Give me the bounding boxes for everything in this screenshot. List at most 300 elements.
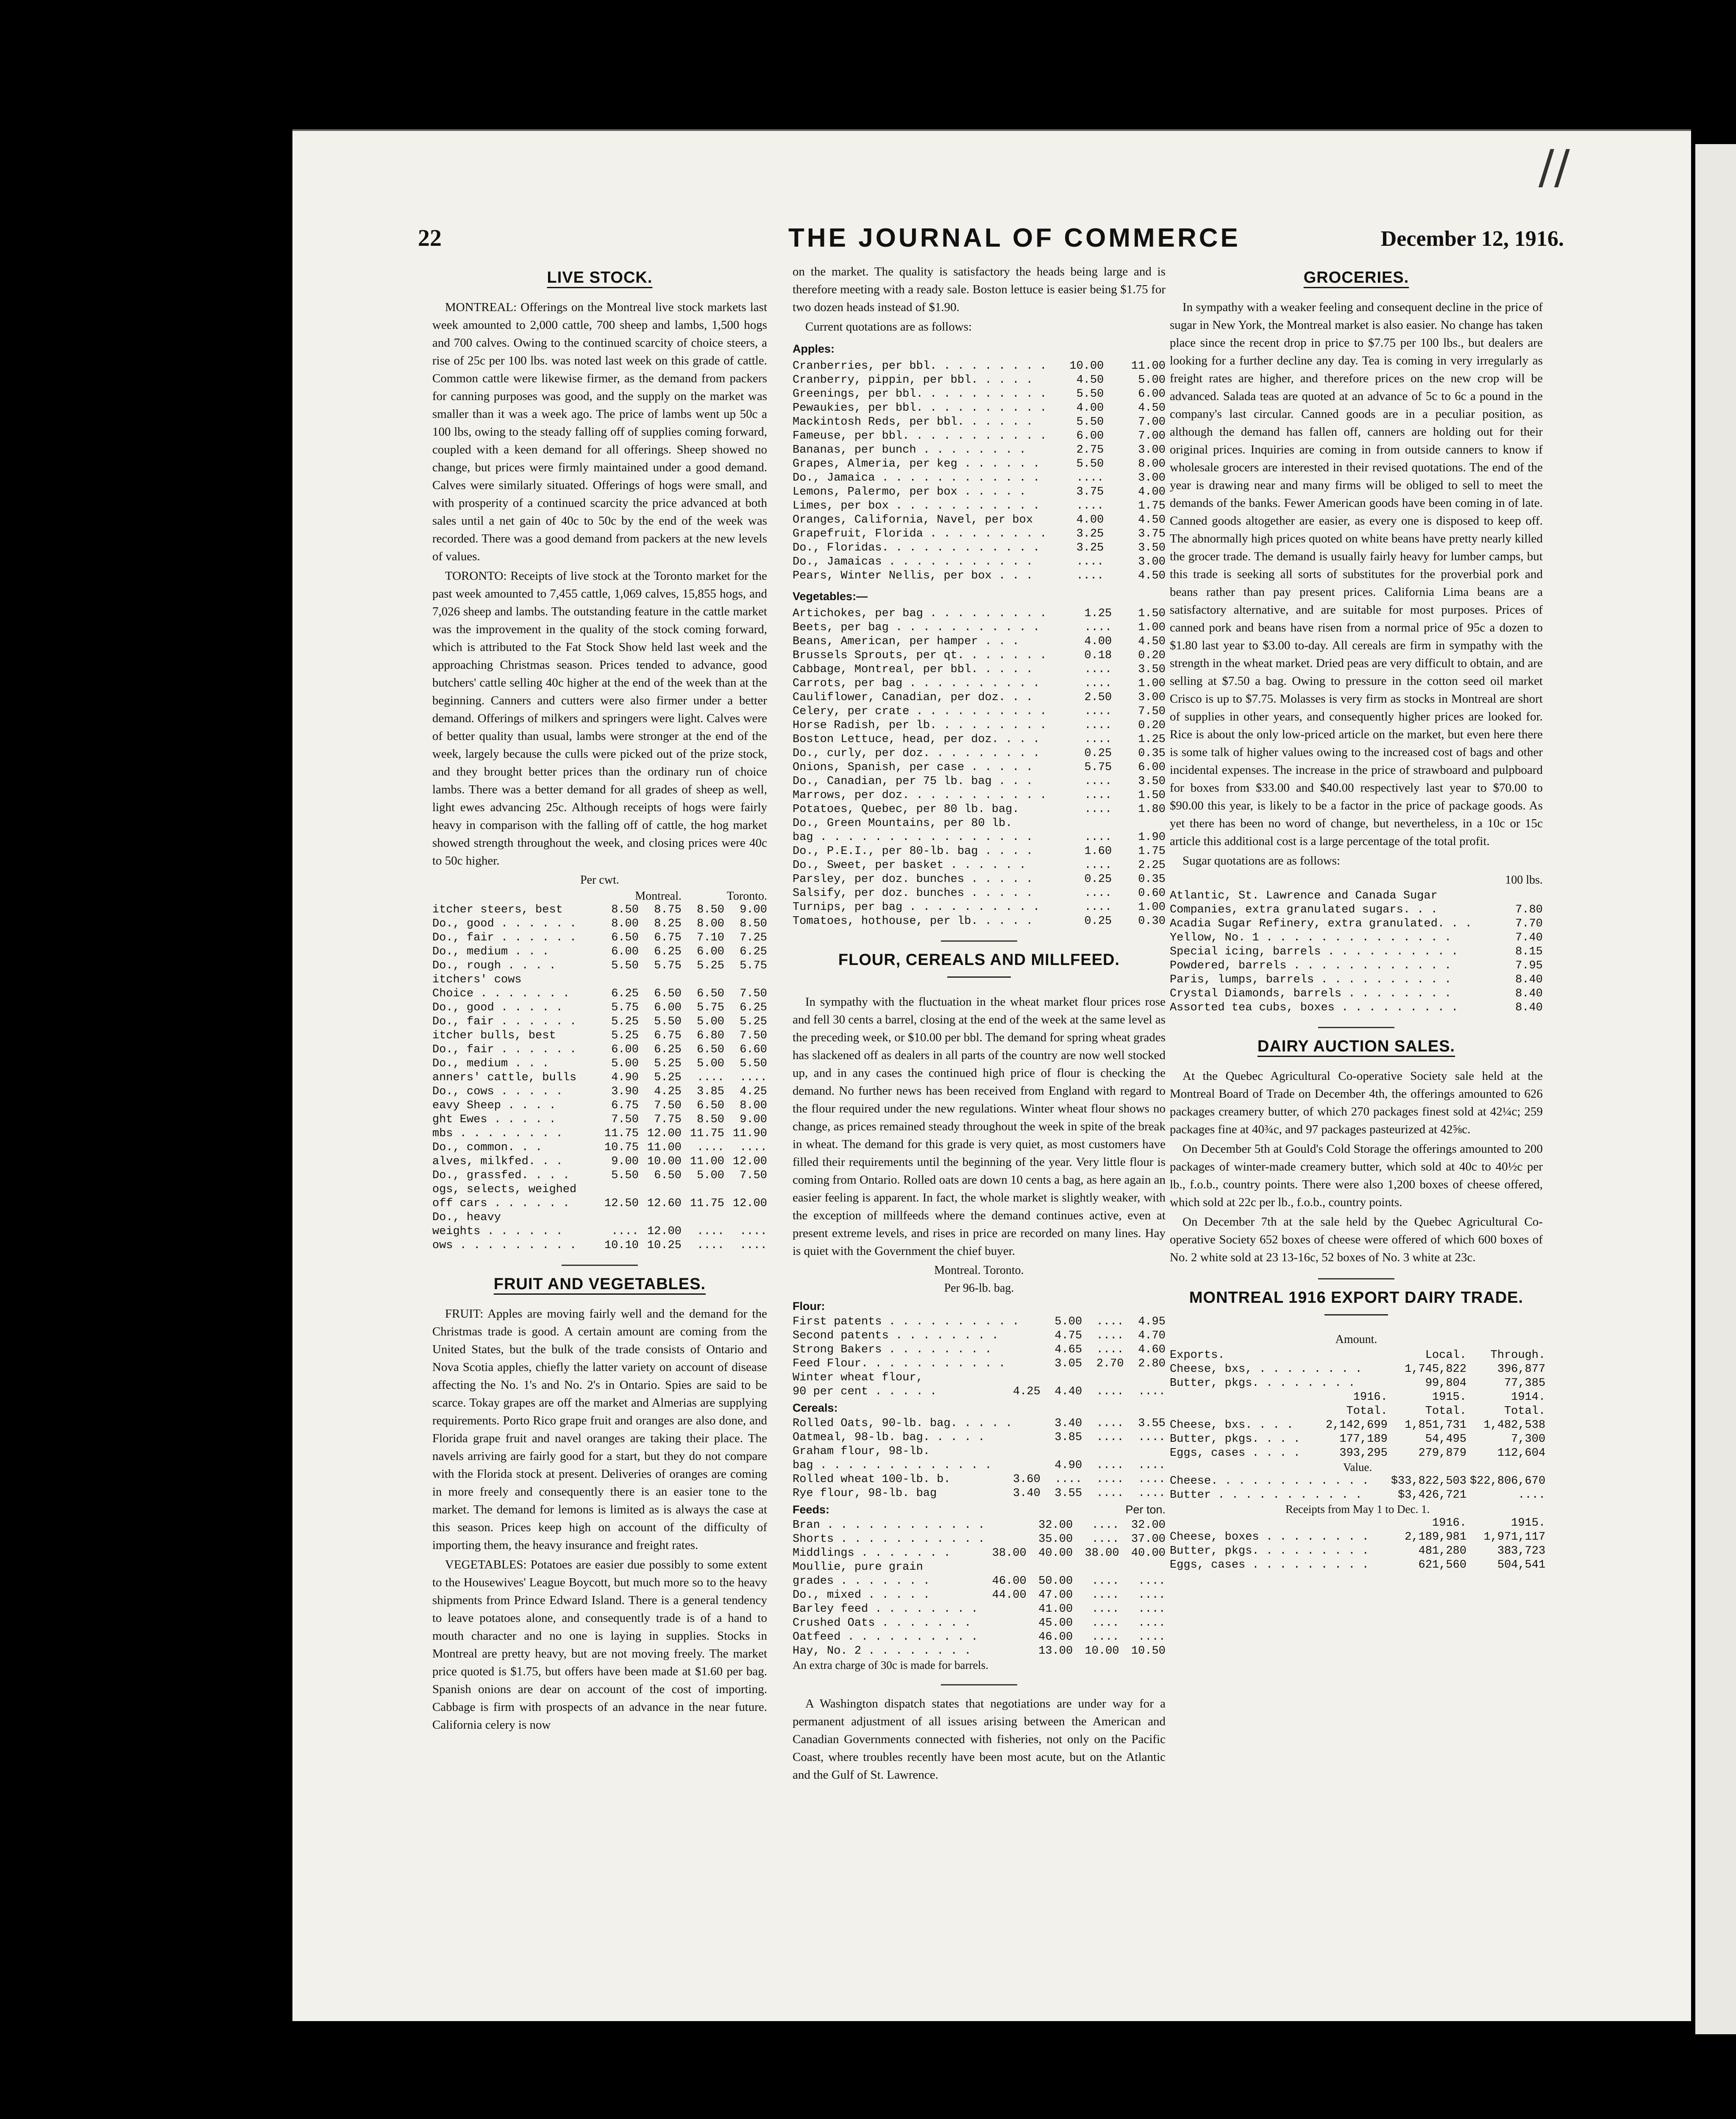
value-cell: 2,189,981 — [1405, 1531, 1467, 1543]
row-label: itcher steers, best — [432, 904, 563, 916]
row-label: Celery, per crate . . . . . . . . . . — [793, 705, 1047, 718]
price-cell: 3.50 — [1138, 542, 1166, 554]
row-label: Barley feed . . . . . . . . — [793, 1603, 978, 1616]
table-row — [793, 541, 1166, 555]
price-cell — [1082, 1445, 1124, 1459]
price-cell: 35.00 — [1038, 1533, 1073, 1546]
row-label: Bran . . . . . . . . . . . . — [793, 1519, 985, 1532]
price-cell: 6.00 — [611, 1043, 639, 1056]
price-cell: 0.20 — [1138, 649, 1166, 662]
table-row — [1170, 1558, 1545, 1572]
price-cell: .... — [1138, 1431, 1166, 1444]
row-label: Do., fair . . . . . . — [432, 932, 577, 944]
price-cell: 12.00 — [647, 1127, 682, 1140]
row-label: Strong Bakers . . . . . . . . — [793, 1343, 992, 1356]
price-cell: 7.50 — [740, 987, 767, 1000]
table-row — [1170, 987, 1543, 1001]
price-cell: 3.90 — [611, 1085, 639, 1098]
price-cell: 3.00 — [1138, 444, 1166, 456]
flour-title: FLOUR, CEREALS AND MILLFEED. — [793, 951, 1166, 978]
value-cell: Total. — [1504, 1405, 1546, 1418]
row-label: Do., heavy — [432, 1211, 501, 1224]
price-cell — [639, 1211, 682, 1225]
price-cell: .... — [1091, 1617, 1119, 1630]
row-label: Acadia Sugar Refinery, extra granulated. . . — [1170, 918, 1472, 930]
price-cell: .... — [1054, 1473, 1082, 1486]
quotations-intro: Current quotations are as follows: — [805, 320, 972, 334]
price-cell: .... — [1096, 1315, 1124, 1328]
price-cell: 4.50 — [1076, 374, 1104, 387]
value-cell: 383,723 — [1497, 1545, 1546, 1557]
table-row — [793, 705, 1166, 719]
price-cell: .... — [1084, 705, 1112, 718]
section-divider — [941, 1684, 1017, 1685]
row-label: Do., Sweet, per basket . . . . . . — [793, 859, 1026, 872]
price-cell: .... — [697, 1141, 724, 1154]
row-label: Beans, American, per hamper . . . — [793, 635, 1019, 648]
price-cell: 50.00 — [1038, 1575, 1073, 1588]
price-cell — [999, 1371, 1040, 1385]
price-cell: 8.25 — [654, 918, 682, 930]
price-cell: 4.90 — [1054, 1459, 1082, 1472]
price-cell: 6.50 — [697, 1043, 724, 1056]
price-cell — [980, 1644, 1026, 1658]
row-label: Pears, Winter Nellis, per box . . . — [793, 570, 1033, 582]
value-cell: .... — [1518, 1489, 1546, 1502]
value-cell: 1916. — [1432, 1517, 1467, 1529]
price-cell: .... — [1084, 663, 1112, 676]
table-row — [793, 901, 1166, 915]
table-row — [432, 1057, 767, 1071]
table-row — [432, 1071, 767, 1085]
price-cell: 40.00 — [1038, 1547, 1073, 1560]
price-cell: 11.00 — [690, 1155, 724, 1168]
price-cell: 1.50 — [1138, 607, 1166, 620]
price-cell: 3.85 — [697, 1085, 724, 1098]
row-label: Parsley, per doz. bunches . . . . . — [793, 873, 1033, 886]
price-cell: 6.25 — [611, 987, 639, 1000]
price-cell: 6.25 — [740, 945, 767, 958]
table-row — [793, 859, 1166, 873]
row-label: bag . . . . . . . . . . . . . — [793, 1459, 992, 1472]
table-row — [793, 513, 1166, 527]
price-cell: 5.50 — [1076, 388, 1104, 400]
price-cell — [1124, 1371, 1166, 1385]
row-label: Do., mixed . . . . . — [793, 1589, 930, 1602]
table-row — [1170, 1363, 1545, 1377]
row-label: Rolled wheat 100-lb. b. — [793, 1473, 951, 1486]
table-row — [793, 635, 1166, 649]
table-row — [793, 569, 1166, 583]
price-cell: .... — [1084, 859, 1112, 872]
table-row — [1170, 1001, 1543, 1015]
live-stock-toronto-text: TORONTO: Receipts of live stock at the Toronto market for the past week amounted to 7,455 cattle, 1,069 calves, 15,855 hogs, and 7,026 sheep and lambs. The outstanding feature in the cattle market was the improvement in the quality of the stock coming forward, which is attributed to the Fat Stock Show held last week and the approaching Christmas season. Prices tended to advance, good butchers' cattle selling 40c higher at the end of the week than at the beginning. Canners and cutters were also firmer under a better demand. Offerings of milkers and springers were light. Calves were of better quality than usual, lambs were stronger at the end of the week, largely because the culls were picked out of the prize stock, and they brought better prices than the ordinary run of choice lambs. There was a better demand for all grades of sheep as well, light ewes advancing 25c. Although receipts of hogs were fairly heavy in comparison with the falling off of cattle, the hog market showed strength throughout the week, and closing prices were 40c to 50c higher. — [432, 569, 767, 868]
row-label: alves, milkfed. . . — [432, 1155, 563, 1168]
row-label: Grapes, Almeria, per keg . . . . . . — [793, 458, 1040, 470]
table-row — [793, 471, 1166, 485]
table-row — [793, 915, 1166, 929]
section-divider — [1318, 1027, 1394, 1028]
table-row — [1170, 1390, 1545, 1404]
table-row — [793, 677, 1166, 691]
price-cell: 1.00 — [1138, 621, 1166, 634]
table-row — [432, 973, 767, 987]
row-label: Limes, per box . . . . . . . . . . . — [793, 500, 1040, 512]
row-label: Do., fair . . . . . . — [432, 1043, 577, 1056]
row-label: grades . . . . . . . — [793, 1575, 930, 1588]
price-cell — [724, 1183, 767, 1197]
price-cell: .... — [1084, 677, 1112, 690]
row-label: Graham flour, 98-lb. — [793, 1445, 930, 1458]
table-row — [432, 1113, 767, 1127]
row-label: Cranberries, per bbl. . . . . . . . . — [793, 360, 1047, 373]
price-cell: 8.50 — [697, 1113, 724, 1126]
issue-date: December 12, 1916. — [1380, 227, 1564, 251]
price-cell — [1082, 1371, 1124, 1385]
page-number: 22 — [418, 225, 442, 251]
price-cell: 6.00 — [1076, 430, 1104, 442]
table-row — [432, 1127, 767, 1141]
price-cell: 6.00 — [697, 945, 724, 958]
row-label: Choice . . . . . . . — [432, 987, 570, 1000]
price-cell — [980, 1630, 1026, 1644]
row-label: Rye flour, 98-lb. bag — [793, 1487, 937, 1500]
price-cell: .... — [1084, 775, 1112, 788]
value-cell: 279,879 — [1418, 1447, 1467, 1460]
price-cell: 4.95 — [1138, 1315, 1166, 1328]
page-header — [420, 225, 1564, 263]
value-cell: 112,604 — [1497, 1447, 1546, 1460]
price-cell: 2.80 — [1138, 1357, 1166, 1370]
row-label: Second patents . . . . . . . . — [793, 1329, 999, 1342]
table-row — [793, 649, 1166, 663]
price-cell: 10.10 — [604, 1239, 639, 1252]
price-cell: 8.00 — [740, 1099, 767, 1112]
table-row — [793, 1473, 1166, 1487]
price-cell — [724, 973, 767, 987]
section-divider — [1318, 1278, 1394, 1279]
price-cell — [1112, 817, 1166, 831]
row-label: Greenings, per bbl. . . . . . . . . . — [793, 388, 1047, 400]
price-cell: 4.50 — [1138, 514, 1166, 526]
fruit-veg-title: FRUIT AND VEGETABLES. — [493, 1275, 706, 1293]
table-row — [793, 803, 1166, 817]
price-cell: 2.25 — [1138, 859, 1166, 872]
price-cell: 3.60 — [1013, 1473, 1040, 1486]
price-cell: 1.25 — [1084, 607, 1112, 620]
price-cell: .... — [1138, 1459, 1166, 1472]
price-cell — [1124, 1445, 1166, 1459]
table-row — [793, 429, 1166, 443]
value-cell: 1,482,538 — [1483, 1419, 1546, 1432]
price-cell: .... — [1091, 1575, 1119, 1588]
price-cell: 1.25 — [1138, 733, 1166, 746]
price-cell: 8.50 — [697, 904, 724, 916]
table-row — [793, 1532, 1166, 1546]
price-cell: 11.00 — [647, 1141, 682, 1154]
row-label — [1170, 1404, 1322, 1418]
table-row — [1170, 1418, 1545, 1432]
price-cell: .... — [1084, 831, 1112, 844]
price-cell — [980, 1532, 1026, 1546]
price-cell: .... — [1138, 1473, 1166, 1486]
table-row — [793, 817, 1166, 831]
price-cell: .... — [1096, 1473, 1124, 1486]
price-cell: .... — [740, 1071, 767, 1084]
per-cwt-label: Per cwt. — [580, 873, 619, 887]
table-row — [1170, 931, 1543, 945]
table-row — [432, 959, 767, 973]
price-cell: 7.80 — [1515, 904, 1543, 916]
section-divider — [941, 940, 1017, 942]
price-cell: 44.00 — [992, 1589, 1027, 1602]
row-label: First patents . . . . . . . . . . — [793, 1315, 1019, 1328]
apples-table — [793, 359, 1166, 583]
adjacent-page-edge — [1695, 144, 1736, 2034]
table-row — [432, 903, 767, 917]
price-cell: 1.80 — [1138, 803, 1166, 816]
price-cell: 7.00 — [1138, 416, 1166, 428]
price-cell: 6.00 — [1138, 761, 1166, 774]
value-cell: Total. — [1425, 1405, 1467, 1418]
margin-scratch-mark: // — [1538, 140, 1570, 194]
table-row — [793, 845, 1166, 859]
price-cell: 7.75 — [654, 1113, 682, 1126]
price-cell: 4.90 — [611, 1071, 639, 1084]
price-cell: 8.00 — [697, 918, 724, 930]
row-label: Tomatoes, hothouse, per lb. . . . . — [793, 915, 1033, 928]
table-row — [793, 789, 1166, 803]
price-cell: 4.70 — [1138, 1329, 1166, 1342]
row-label: Onions, Spanish, per case . . . . . — [793, 761, 1033, 774]
table-row — [793, 359, 1166, 373]
price-cell: .... — [1091, 1589, 1119, 1602]
row-label: Oatmeal, 98-lb. bag. . . . . — [793, 1431, 985, 1444]
table-row — [432, 1211, 767, 1225]
table-row — [1170, 1377, 1545, 1390]
column-header-toronto: Toronto. — [726, 890, 767, 903]
table-row — [793, 1343, 1166, 1357]
price-cell: 6.80 — [697, 1029, 724, 1042]
table-row — [432, 1225, 767, 1239]
row-label: Feed Flour. . . . . . . . . . . — [793, 1357, 1006, 1370]
price-cell: 6.25 — [740, 1001, 767, 1014]
table-row — [793, 747, 1166, 761]
price-cell: 5.00 — [697, 1057, 724, 1070]
price-cell: 5.75 — [740, 959, 767, 972]
price-cell: 3.40 — [1013, 1487, 1040, 1500]
price-cell: 10.00 — [647, 1155, 682, 1168]
dairy-auction-text-3: On December 7th at the sale held by the Quebec Agricultural Co-operative Society 652 boxes of cheese were offered of which 600 boxes of No. 2 white sold at 23 13-16c, 52 boxes of No. 3 white at 23c. — [1170, 1215, 1543, 1264]
price-cell: 45.00 — [1038, 1617, 1073, 1630]
price-cell: .... — [1084, 719, 1112, 732]
row-label: off cars . . . . . . — [432, 1197, 570, 1210]
table-row — [432, 1099, 767, 1113]
row-label: Beets, per bag . . . . . . . . . . . — [793, 621, 1040, 634]
table-row — [793, 691, 1166, 705]
row-label — [1170, 1390, 1322, 1404]
row-label: Yellow, No. 1 . . . . . . . . . . . . . . — [1170, 932, 1452, 944]
price-cell: 0.60 — [1138, 887, 1166, 900]
row-label: Crystal Diamonds, barrels . . . . . . . . — [1170, 987, 1452, 1000]
row-label: Mackintosh Reds, per bbl. . . . . . — [793, 416, 1033, 428]
price-cell: 7.10 — [697, 932, 724, 944]
table-row — [1170, 1404, 1545, 1418]
live-stock-title: LIVE STOCK. — [547, 269, 653, 286]
price-cell: 3.75 — [1138, 528, 1166, 540]
row-label: Companies, extra granulated sugars. . . — [1170, 904, 1438, 916]
row-label: Salsify, per doz. bunches . . . . . — [793, 887, 1033, 900]
price-cell: 6.25 — [654, 1043, 682, 1056]
value-cell: 1,971,117 — [1483, 1531, 1546, 1543]
price-cell: 6.00 — [611, 945, 639, 958]
price-cell: 5.50 — [611, 959, 639, 972]
table-row — [793, 663, 1166, 677]
price-cell: 8.15 — [1515, 945, 1543, 958]
flour-text: In sympathy with the fluctuation in the wheat market flour prices rose and fell 30 cents a barrel, closing at the end of the week at the same level as the preceding week, or $10.00 per bbl. The demand for spring wheat grades has slackened off as dealers in all parts of the country are now well stocked up, and in any cases the continued high price of flour is checking the demand. No further news has been received from England with regard to the flour required under the new regulations. Winter wheat flour shows no change, as prices remained steady throughout the week in spite of the break in wheat. The demand for this grade is very quiet, as most customers have filled their requirements until the beginning of the year. Very little flour is coming from Ontario. Rolled oats are down 10 cents a bag, as here again an easier feeling is apparent. In fact, the whole market is slightly weaker, with the exception of millfeeds where the demand continues active, even at present extreme levels, and rises in price are recorded on many lines. Hay is quiet with the Government the chief buyer. — [793, 995, 1166, 1258]
sugar-unit: 100 lbs. — [1505, 873, 1543, 887]
price-cell: .... — [1084, 621, 1112, 634]
flour-label: Flour: — [793, 1300, 825, 1313]
table-row — [1170, 1516, 1545, 1530]
column-2 — [793, 263, 1166, 1785]
price-cell: 12.00 — [732, 1155, 767, 1168]
price-cell: 6.00 — [1138, 388, 1166, 400]
price-cell: 7.50 — [611, 1113, 639, 1126]
row-label: Lemons, Palermo, per box . . . . . — [793, 486, 1026, 498]
row-label: Boston Lettuce, head, per doz. . . . — [793, 733, 1040, 746]
price-cell: 6.25 — [654, 945, 682, 958]
price-cell: 40.00 — [1131, 1547, 1166, 1560]
price-cell — [1027, 1560, 1073, 1574]
price-cell: 0.20 — [1138, 719, 1166, 732]
price-cell — [1480, 889, 1543, 903]
price-cell: 5.25 — [654, 1057, 682, 1070]
price-cell: 7.95 — [1515, 959, 1543, 972]
price-cell: 12.50 — [604, 1197, 639, 1210]
table-row — [793, 1574, 1166, 1588]
row-label: Special icing, barrels . . . . . . . . . . — [1170, 945, 1458, 958]
flour-table — [793, 1315, 1166, 1399]
price-cell: .... — [1138, 1575, 1166, 1588]
value-cell: 1915. — [1432, 1391, 1467, 1404]
row-label: itchers' cows — [432, 973, 522, 986]
table-row — [793, 457, 1166, 471]
table-row — [793, 1588, 1166, 1602]
row-label: weights . . . . . . — [432, 1225, 563, 1238]
row-label: Rolled Oats, 90-lb. bag. . . . . — [793, 1417, 1013, 1430]
row-label: Fameuse, per bbl. . . . . . . . . . . — [793, 430, 1047, 442]
value-cell: Local. — [1425, 1349, 1467, 1362]
value-cell: 99,804 — [1425, 1377, 1467, 1390]
table-row — [793, 1417, 1166, 1431]
row-label: Carrots, per bag . . . . . . . . . . — [793, 677, 1040, 690]
price-cell: 1.90 — [1138, 831, 1166, 844]
table-row — [793, 401, 1166, 415]
price-cell: 2.50 — [1084, 691, 1112, 704]
value-cell: 621,560 — [1418, 1559, 1467, 1571]
price-cell: 13.00 — [1038, 1645, 1073, 1657]
price-cell: 2.75 — [1076, 444, 1104, 456]
table-row — [432, 1183, 767, 1197]
row-label: Oranges, California, Navel, per box — [793, 514, 1033, 526]
price-cell: 3.05 — [1054, 1357, 1082, 1370]
value-cell: 77,385 — [1504, 1377, 1546, 1390]
table-row — [793, 621, 1166, 635]
table-row — [793, 555, 1166, 569]
price-cell: .... — [1096, 1385, 1124, 1398]
price-cell: 3.55 — [1054, 1487, 1082, 1500]
table-row — [1170, 1544, 1545, 1558]
table-row — [793, 387, 1166, 401]
price-cell: 7.25 — [740, 932, 767, 944]
price-cell: 4.50 — [1138, 570, 1166, 582]
price-cell: 46.00 — [1038, 1631, 1073, 1643]
amount-label: Amount. — [1335, 1333, 1377, 1346]
price-cell: 8.00 — [1138, 458, 1166, 470]
table-row — [793, 1518, 1166, 1532]
price-cell: 6.50 — [654, 987, 682, 1000]
price-cell: 9.00 — [611, 1155, 639, 1168]
row-label: Assorted tea cubs, boxes . . . . . . . . . — [1170, 1001, 1458, 1014]
price-cell — [682, 1183, 724, 1197]
price-cell: .... — [1084, 901, 1112, 914]
cereals-table — [793, 1417, 1166, 1501]
price-cell: 6.75 — [654, 1029, 682, 1042]
table-row — [793, 1371, 1166, 1385]
table-row — [793, 887, 1166, 901]
table-row — [1170, 917, 1543, 931]
price-cell: .... — [1084, 803, 1112, 816]
price-cell: .... — [1138, 1631, 1166, 1643]
price-cell: 5.50 — [740, 1057, 767, 1070]
price-cell: 12.00 — [732, 1197, 767, 1210]
table-row — [793, 1487, 1166, 1501]
price-cell: 7.70 — [1515, 918, 1543, 930]
price-cell: 10.25 — [647, 1239, 682, 1252]
row-label: ows . . . . . . . . . — [432, 1239, 577, 1252]
live-stock-price-table — [432, 889, 767, 1253]
vegetables-label: Vegetables:— — [793, 590, 868, 603]
table-row — [793, 775, 1166, 789]
row-label: Powdered, barrels . . . . . . . . . . . . — [1170, 959, 1452, 972]
price-cell: 10.00 — [1085, 1645, 1119, 1657]
table-row — [432, 1197, 767, 1211]
price-cell: 3.40 — [1054, 1417, 1082, 1430]
price-cell: 0.18 — [1084, 649, 1112, 662]
price-cell: .... — [1076, 556, 1104, 568]
table-caption: Receipts from May 1 to Dec. 1. — [1285, 1503, 1430, 1516]
table-row — [432, 1085, 767, 1099]
price-cell: 0.35 — [1138, 747, 1166, 760]
price-cell — [682, 973, 724, 987]
washington-dispatch-text: A Washington dispatch states that negotiations are under way for a permanent adjustment of all issues arising between the American and Canadian Governments connected with fisheries, not only on the Pacific Coast, where troubles recently have been most acute, but on the Atlantic and the Gulf of St. Lawrence. — [793, 1697, 1166, 1782]
flour-column-headers: Montreal. Toronto. — [934, 1264, 1024, 1277]
price-cell — [980, 1616, 1026, 1630]
table-row — [1170, 889, 1543, 903]
feeds-table — [793, 1518, 1166, 1658]
price-cell: 4.00 — [1076, 514, 1104, 526]
price-cell: .... — [1096, 1459, 1124, 1472]
table-row — [1170, 973, 1543, 987]
price-cell: 7.50 — [1138, 705, 1166, 718]
table-row — [432, 1029, 767, 1043]
price-cell — [1040, 1445, 1082, 1459]
table-row — [1170, 959, 1543, 973]
price-cell: 3.50 — [1138, 663, 1166, 676]
price-cell: 5.25 — [611, 1029, 639, 1042]
price-cell: 5.75 — [697, 1001, 724, 1014]
